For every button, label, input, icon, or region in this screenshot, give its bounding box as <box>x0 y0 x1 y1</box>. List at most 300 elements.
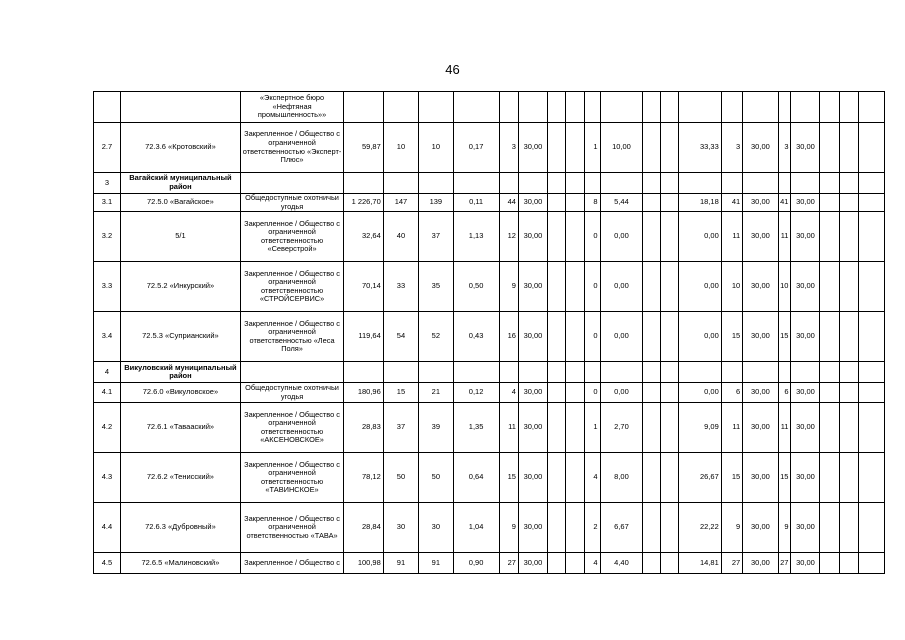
cell-empty <box>547 262 565 312</box>
cell-empty <box>859 92 885 123</box>
cell-c16: 27 <box>721 553 742 574</box>
cell-c12: 0,00 <box>600 262 643 312</box>
cell-num: 2.7 <box>94 123 121 173</box>
cell-area <box>344 92 384 123</box>
cell-c5: 147 <box>383 194 418 212</box>
cell-c6: 39 <box>419 403 453 453</box>
cell-num: 4.4 <box>94 503 121 553</box>
cell-c19: 30,00 <box>791 453 820 503</box>
cell-c13 <box>643 262 660 312</box>
cell-empty <box>839 92 858 123</box>
cell-desc: «Экспертное бюро «Нефтяная промышленность»» <box>241 92 344 123</box>
cell-c12: 0,00 <box>600 312 643 362</box>
cell-c15 <box>678 362 721 383</box>
cell-empty <box>820 383 839 403</box>
cell-c5 <box>383 362 418 383</box>
cell-name: 72.5.2 «Инкурский» <box>120 262 240 312</box>
cell-c15: 26,67 <box>678 453 721 503</box>
cell-c19: 30,00 <box>791 262 820 312</box>
cell-num: 3.4 <box>94 312 121 362</box>
cell-c11 <box>585 173 600 194</box>
cell-empty <box>547 403 565 453</box>
cell-c9: 30,00 <box>518 403 547 453</box>
cell-empty <box>660 553 678 574</box>
cell-c16 <box>721 173 742 194</box>
cell-c5: 33 <box>383 262 418 312</box>
cell-empty <box>660 212 678 262</box>
cell-c8: 4 <box>499 383 518 403</box>
cell-c5: 50 <box>383 453 418 503</box>
cell-c17 <box>743 362 778 383</box>
cell-empty <box>820 92 839 123</box>
cell-c8: 16 <box>499 312 518 362</box>
table-row <box>94 123 885 173</box>
cell-name: 72.6.0 «Викуловское» <box>120 383 240 403</box>
cell-num: 4.2 <box>94 403 121 453</box>
cell-c16: 10 <box>721 262 742 312</box>
cell-empty <box>820 503 839 553</box>
cell-c16: 9 <box>721 503 742 553</box>
cell-c8 <box>499 362 518 383</box>
cell-c16: 3 <box>721 123 742 173</box>
cell-c16: 15 <box>721 312 742 362</box>
cell-num: 4.5 <box>94 553 121 574</box>
cell-num: 3.1 <box>94 194 121 212</box>
cell-num: 4 <box>94 362 121 383</box>
cell-empty <box>660 92 678 123</box>
cell-empty <box>547 212 565 262</box>
cell-c18: 11 <box>778 403 791 453</box>
cell-empty <box>820 312 839 362</box>
cell-c5: 10 <box>383 123 418 173</box>
cell-c15: 0,00 <box>678 383 721 403</box>
cell-c9: 30,00 <box>518 312 547 362</box>
cell-c13 <box>643 553 660 574</box>
cell-c12 <box>600 362 643 383</box>
cell-c11: 1 <box>585 123 600 173</box>
cell-desc: Закрепленное / Общество с ограниченной ответственностью «Северстрой» <box>241 212 344 262</box>
cell-empty <box>820 194 839 212</box>
cell-c19: 30,00 <box>791 312 820 362</box>
cell-c9: 30,00 <box>518 453 547 503</box>
cell-empty <box>839 403 858 453</box>
cell-c9 <box>518 362 547 383</box>
cell-c12: 0,00 <box>600 383 643 403</box>
cell-desc <box>241 362 344 383</box>
cell-empty <box>547 362 565 383</box>
cell-name: Вагайский муниципальный район <box>120 173 240 194</box>
cell-c18: 6 <box>778 383 791 403</box>
cell-empty <box>859 194 885 212</box>
cell-empty <box>859 503 885 553</box>
cell-c8: 9 <box>499 503 518 553</box>
cell-c11: 0 <box>585 262 600 312</box>
page-number: 46 <box>445 62 460 77</box>
cell-c18: 11 <box>778 212 791 262</box>
cell-c18 <box>778 92 791 123</box>
cell-empty <box>566 312 585 362</box>
cell-c19 <box>791 362 820 383</box>
cell-c9: 30,00 <box>518 503 547 553</box>
cell-c15 <box>678 173 721 194</box>
cell-empty <box>547 92 565 123</box>
cell-c17: 30,00 <box>743 262 778 312</box>
cell-c5 <box>383 92 418 123</box>
cell-c12 <box>600 173 643 194</box>
cell-area: 28,83 <box>344 403 384 453</box>
cell-empty <box>839 262 858 312</box>
cell-empty <box>660 312 678 362</box>
cell-desc <box>241 173 344 194</box>
cell-c17 <box>743 92 778 123</box>
cell-c18: 10 <box>778 262 791 312</box>
cell-empty <box>859 553 885 574</box>
cell-desc: Закрепленное / Общество с ограниченной ответственностью «СТРОЙСЕРВИС» <box>241 262 344 312</box>
cell-c19 <box>791 173 820 194</box>
cell-c9 <box>518 173 547 194</box>
cell-empty <box>566 173 585 194</box>
cell-empty <box>566 194 585 212</box>
cell-c15: 0,00 <box>678 212 721 262</box>
cell-empty <box>820 453 839 503</box>
table-row <box>94 403 885 453</box>
cell-empty <box>660 383 678 403</box>
table-row <box>94 262 885 312</box>
cell-c11: 0 <box>585 212 600 262</box>
cell-desc: Закрепленное / Общество с ограниченной ответственностью «Эксперт-Плюс» <box>241 123 344 173</box>
cell-c7: 1,13 <box>453 212 499 262</box>
cell-desc: Общедоступные охотничьи угодья <box>241 194 344 212</box>
cell-c7: 0,17 <box>453 123 499 173</box>
table-row <box>94 453 885 503</box>
cell-num: 3.2 <box>94 212 121 262</box>
cell-c8: 3 <box>499 123 518 173</box>
cell-area <box>344 173 384 194</box>
cell-c15: 14,81 <box>678 553 721 574</box>
cell-c13 <box>643 453 660 503</box>
cell-c17: 30,00 <box>743 194 778 212</box>
cell-empty <box>820 403 839 453</box>
cell-num: 4.3 <box>94 453 121 503</box>
cell-c5: 91 <box>383 553 418 574</box>
cell-c17: 30,00 <box>743 553 778 574</box>
cell-num: 3.3 <box>94 262 121 312</box>
cell-c12: 10,00 <box>600 123 643 173</box>
cell-empty <box>859 403 885 453</box>
cell-empty <box>566 123 585 173</box>
cell-empty <box>566 503 585 553</box>
cell-empty <box>859 453 885 503</box>
cell-desc: Закрепленное / Общество с ограниченной ответственностью «ТАВИНСКОЕ» <box>241 453 344 503</box>
section-row <box>94 173 885 194</box>
cell-name: 72.3.6 «Кротовский» <box>120 123 240 173</box>
cell-c17 <box>743 173 778 194</box>
cell-c8: 11 <box>499 403 518 453</box>
cell-empty <box>566 453 585 503</box>
cell-c18: 15 <box>778 453 791 503</box>
cell-c17: 30,00 <box>743 453 778 503</box>
cell-c7: 1,04 <box>453 503 499 553</box>
cell-empty <box>859 173 885 194</box>
cell-c9: 30,00 <box>518 553 547 574</box>
cell-empty <box>547 312 565 362</box>
cell-c12: 2,70 <box>600 403 643 453</box>
cell-empty <box>547 453 565 503</box>
cell-c6: 35 <box>419 262 453 312</box>
cell-c19 <box>791 92 820 123</box>
cell-c15 <box>678 92 721 123</box>
cell-c9: 30,00 <box>518 212 547 262</box>
cell-c18: 9 <box>778 503 791 553</box>
cell-c9: 30,00 <box>518 383 547 403</box>
cell-empty <box>660 262 678 312</box>
cell-empty <box>859 383 885 403</box>
cell-c17: 30,00 <box>743 503 778 553</box>
table-row <box>94 212 885 262</box>
cell-c6: 50 <box>419 453 453 503</box>
cell-c18: 3 <box>778 123 791 173</box>
cell-c7: 0,90 <box>453 553 499 574</box>
cell-c9 <box>518 92 547 123</box>
cell-area: 70,14 <box>344 262 384 312</box>
cell-empty <box>839 212 858 262</box>
cell-c11: 0 <box>585 312 600 362</box>
cell-area: 180,96 <box>344 383 384 403</box>
table-row <box>94 194 885 212</box>
cell-name: 72.6.5 «Малиновский» <box>120 553 240 574</box>
cell-c16 <box>721 362 742 383</box>
cell-c12: 6,67 <box>600 503 643 553</box>
cell-empty <box>820 212 839 262</box>
cell-c8 <box>499 92 518 123</box>
cell-c13 <box>643 212 660 262</box>
cell-c16: 11 <box>721 403 742 453</box>
cell-area <box>344 362 384 383</box>
cell-c9: 30,00 <box>518 194 547 212</box>
cell-c13 <box>643 403 660 453</box>
cell-desc: Общедоступные охотничьи угодья <box>241 383 344 403</box>
cell-empty <box>566 92 585 123</box>
cell-c6: 139 <box>419 194 453 212</box>
cell-c15: 0,00 <box>678 312 721 362</box>
cell-c18: 41 <box>778 194 791 212</box>
cell-c7 <box>453 92 499 123</box>
cell-c13 <box>643 123 660 173</box>
cell-c11: 4 <box>585 453 600 503</box>
cell-c11: 1 <box>585 403 600 453</box>
cell-c18 <box>778 173 791 194</box>
cell-c19: 30,00 <box>791 553 820 574</box>
cell-c13 <box>643 92 660 123</box>
cell-c6: 21 <box>419 383 453 403</box>
cell-empty <box>547 383 565 403</box>
cell-c17: 30,00 <box>743 403 778 453</box>
cell-c6: 10 <box>419 123 453 173</box>
cell-area: 32,64 <box>344 212 384 262</box>
cell-c7: 0,12 <box>453 383 499 403</box>
cell-empty <box>839 173 858 194</box>
cell-c7: 0,43 <box>453 312 499 362</box>
cell-name: Викуловский муниципальный район <box>120 362 240 383</box>
cell-empty <box>547 173 565 194</box>
cell-c13 <box>643 173 660 194</box>
cell-name: 72.6.2 «Тенисский» <box>120 453 240 503</box>
cell-c7: 1,35 <box>453 403 499 453</box>
cell-c11: 8 <box>585 194 600 212</box>
cell-c12 <box>600 92 643 123</box>
cell-c11 <box>585 92 600 123</box>
cell-c17: 30,00 <box>743 383 778 403</box>
cell-c8: 9 <box>499 262 518 312</box>
table-row <box>94 383 885 403</box>
cell-empty <box>820 362 839 383</box>
cell-desc: Закрепленное / Общество с <box>241 553 344 574</box>
cell-empty <box>859 123 885 173</box>
cell-c18: 15 <box>778 312 791 362</box>
cell-c16: 11 <box>721 212 742 262</box>
cell-area: 100,98 <box>344 553 384 574</box>
cell-c15: 9,09 <box>678 403 721 453</box>
cell-empty <box>820 173 839 194</box>
cell-c13 <box>643 503 660 553</box>
cell-c9: 30,00 <box>518 262 547 312</box>
cell-empty <box>859 262 885 312</box>
cell-c15: 0,00 <box>678 262 721 312</box>
cell-c6 <box>419 92 453 123</box>
cell-c6 <box>419 362 453 383</box>
cell-empty <box>660 123 678 173</box>
cell-c15: 22,22 <box>678 503 721 553</box>
cell-c19: 30,00 <box>791 403 820 453</box>
cell-c13 <box>643 383 660 403</box>
cell-empty <box>820 123 839 173</box>
cell-empty <box>660 453 678 503</box>
cell-c7: 0,64 <box>453 453 499 503</box>
cell-c7 <box>453 173 499 194</box>
cell-c19: 30,00 <box>791 212 820 262</box>
cell-empty <box>839 553 858 574</box>
cell-name: 72.6.3 «Дубровный» <box>120 503 240 553</box>
cell-empty <box>839 194 858 212</box>
cell-empty <box>566 262 585 312</box>
cell-c5: 37 <box>383 403 418 453</box>
section-row <box>94 362 885 383</box>
cell-empty <box>859 312 885 362</box>
cell-empty <box>820 262 839 312</box>
cell-c19: 30,00 <box>791 503 820 553</box>
cell-c18 <box>778 362 791 383</box>
cell-desc: Закрепленное / Общество с ограниченной ответственностью «ТАВА» <box>241 503 344 553</box>
cell-c17: 30,00 <box>743 123 778 173</box>
cell-c8: 15 <box>499 453 518 503</box>
cell-c5: 40 <box>383 212 418 262</box>
cell-empty <box>839 503 858 553</box>
table-row <box>94 503 885 553</box>
cell-name: 5/1 <box>120 212 240 262</box>
cell-c15: 18,18 <box>678 194 721 212</box>
cell-c6: 37 <box>419 212 453 262</box>
cell-c17: 30,00 <box>743 212 778 262</box>
cell-empty <box>547 194 565 212</box>
cell-empty <box>859 362 885 383</box>
cell-empty <box>839 123 858 173</box>
cell-c13 <box>643 194 660 212</box>
cell-c16: 6 <box>721 383 742 403</box>
cell-c7: 0,50 <box>453 262 499 312</box>
cell-c6: 30 <box>419 503 453 553</box>
cell-c12: 5,44 <box>600 194 643 212</box>
hunting-grounds-table <box>93 91 885 574</box>
cell-empty <box>839 453 858 503</box>
cell-c8: 12 <box>499 212 518 262</box>
cell-area: 59,87 <box>344 123 384 173</box>
cell-area: 1 226,70 <box>344 194 384 212</box>
cell-area: 78,12 <box>344 453 384 503</box>
cell-empty <box>660 194 678 212</box>
cell-c6: 91 <box>419 553 453 574</box>
cell-c9: 30,00 <box>518 123 547 173</box>
cell-num: 3 <box>94 173 121 194</box>
cell-c18: 27 <box>778 553 791 574</box>
cell-c19: 30,00 <box>791 123 820 173</box>
cell-c12: 4,40 <box>600 553 643 574</box>
cell-area: 119,64 <box>344 312 384 362</box>
cell-num <box>94 92 121 123</box>
cell-area: 28,84 <box>344 503 384 553</box>
cell-c11: 4 <box>585 553 600 574</box>
cell-empty <box>660 403 678 453</box>
cell-empty <box>839 362 858 383</box>
cell-c16: 15 <box>721 453 742 503</box>
cell-c19: 30,00 <box>791 194 820 212</box>
cell-c12: 0,00 <box>600 212 643 262</box>
cell-c8: 44 <box>499 194 518 212</box>
cell-num: 4.1 <box>94 383 121 403</box>
cell-c16: 41 <box>721 194 742 212</box>
cell-c5: 30 <box>383 503 418 553</box>
cell-c11: 2 <box>585 503 600 553</box>
table-row <box>94 553 885 574</box>
table-row <box>94 312 885 362</box>
cell-c8 <box>499 173 518 194</box>
cell-c11: 0 <box>585 383 600 403</box>
cell-c5 <box>383 173 418 194</box>
cell-desc: Закрепленное / Общество с ограниченной ответственностью «АКСЕНОВСКОЕ» <box>241 403 344 453</box>
cell-c12: 8,00 <box>600 453 643 503</box>
cell-empty <box>660 173 678 194</box>
cell-c7: 0,11 <box>453 194 499 212</box>
cell-c13 <box>643 312 660 362</box>
cell-empty <box>859 212 885 262</box>
cell-empty <box>839 312 858 362</box>
cell-empty <box>660 362 678 383</box>
cell-empty <box>566 362 585 383</box>
cell-c11 <box>585 362 600 383</box>
cell-empty <box>547 553 565 574</box>
cell-c6: 52 <box>419 312 453 362</box>
cell-name: 72.5.3 «Суприанский» <box>120 312 240 362</box>
cell-empty <box>547 123 565 173</box>
cell-c8: 27 <box>499 553 518 574</box>
cell-empty <box>820 553 839 574</box>
cell-name <box>120 92 240 123</box>
cell-c5: 54 <box>383 312 418 362</box>
cell-empty <box>660 503 678 553</box>
cell-empty <box>839 383 858 403</box>
cell-name: 72.6.1 «Тавааский» <box>120 403 240 453</box>
cell-name: 72.5.0 «Вагайское» <box>120 194 240 212</box>
cell-empty <box>566 212 585 262</box>
